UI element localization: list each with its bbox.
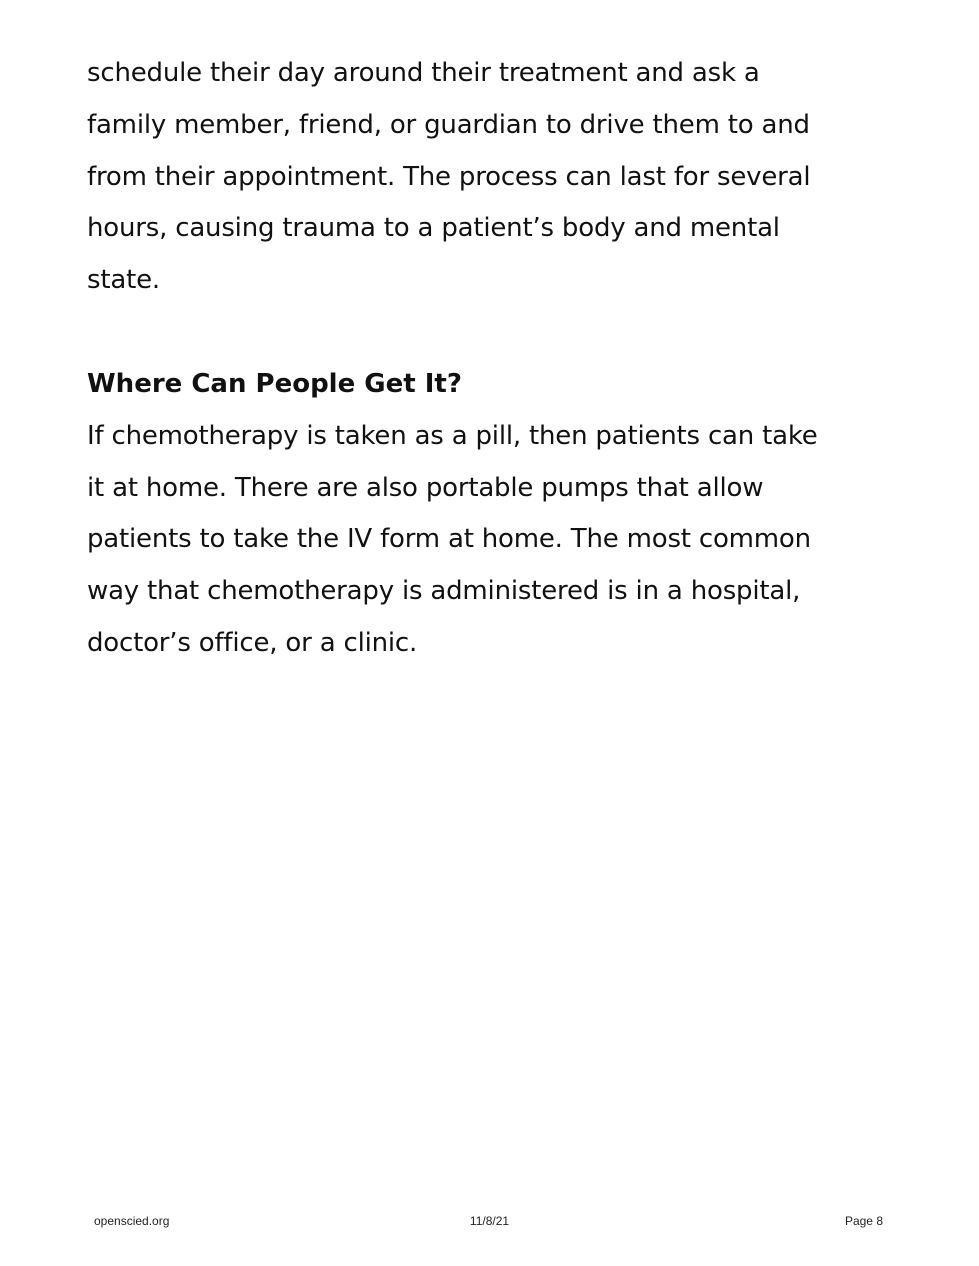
text-line: doctor’s office, or a clinic. bbox=[87, 627, 418, 658]
text-line: patients to take the IV form at home. The most common bbox=[87, 524, 811, 555]
text-line: it at home. There are also portable pumps that allow bbox=[87, 472, 764, 503]
text-line: hours, causing trauma to a patient’s body and mental bbox=[87, 213, 780, 244]
text-line: schedule their day around their treatment and ask a bbox=[87, 58, 760, 88]
section-heading: Where Can People Get It? bbox=[87, 368, 462, 399]
footer-site: openscied.org bbox=[94, 1214, 170, 1228]
text-line: If chemotherapy is taken as a pill, then patients can take bbox=[87, 420, 818, 451]
page-content bbox=[87, 48, 892, 670]
text-line: family member, friend, or guardian to drive them to and bbox=[87, 109, 810, 140]
footer-page-number: Page 8 bbox=[844, 1214, 883, 1228]
paragraph-treatment-schedule bbox=[87, 48, 892, 307]
text-line: state. bbox=[87, 265, 160, 296]
text-line: from their appointment. The process can last for several bbox=[87, 161, 811, 192]
text-line: way that chemotherapy is administered is in a hospital, bbox=[87, 576, 801, 607]
footer-date: 11/8/21 bbox=[469, 1214, 510, 1228]
paragraph-where-to-get bbox=[87, 411, 892, 670]
